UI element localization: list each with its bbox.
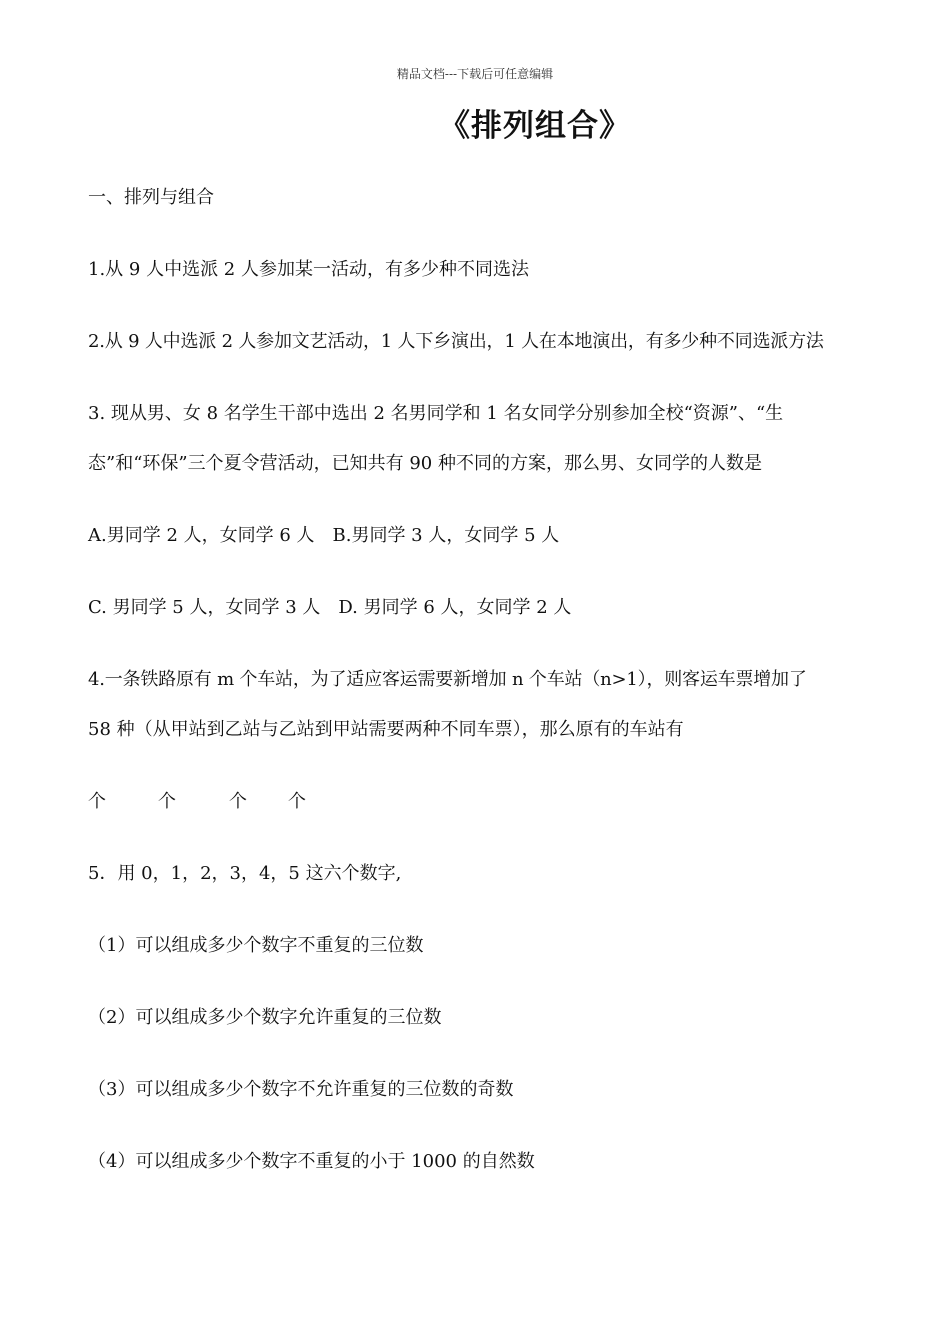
section-heading: 一、排列与组合 bbox=[88, 187, 214, 208]
question-5-part-1: （1）可以组成多少个数字不重复的三位数 bbox=[88, 935, 424, 956]
question-4-line-1: 4.一条铁路原有 m 个车站，为了适应客运需要新增加 n 个车站（n>1），则客运车票增加了 bbox=[88, 669, 807, 690]
question-3-options-ab: A.男同学 2 人，女同学 6 人 B.男同学 3 人，女同学 5 人 bbox=[88, 525, 560, 546]
q4-option-d: 个 bbox=[288, 791, 306, 812]
page-header: 精品文档---下载后可任意编辑 bbox=[396, 67, 554, 81]
question-1: 1.从 9 人中选派 2 人参加某一活动，有多少种不同选法 bbox=[88, 259, 529, 280]
question-2: 2.从 9 人中选派 2 人参加文艺活动，1 人下乡演出，1 人在本地演出，有多少种不同选派方法 bbox=[88, 331, 824, 352]
q4-option-b: 个 bbox=[158, 791, 176, 812]
question-5: 5．用 0，1，2，3，4，5 这六个数字, bbox=[88, 863, 402, 884]
question-5-part-2: （2）可以组成多少个数字允许重复的三位数 bbox=[88, 1007, 442, 1028]
question-5-part-3: （3）可以组成多少个数字不允许重复的三位数的奇数 bbox=[88, 1079, 514, 1100]
question-5-part-4: （4）可以组成多少个数字不重复的小于 1000 的自然数 bbox=[88, 1151, 535, 1172]
question-3-options-cd: C. 男同学 5 人，女同学 3 人 D. 男同学 6 人，女同学 2 人 bbox=[88, 597, 572, 618]
question-4-line-2: 58 种（从甲站到乙站与乙站到甲站需要两种不同车票），那么原有的车站有 bbox=[88, 719, 684, 740]
question-3-line-2: 态”和“环保”三个夏令营活动，已知共有 90 种不同的方案，那么男、女同学的人数是 bbox=[88, 453, 762, 474]
document-title: 《排列组合》 bbox=[439, 108, 631, 144]
q4-option-a: 个 bbox=[88, 791, 106, 812]
q4-option-c: 个 bbox=[229, 791, 247, 812]
question-3-line-1: 3. 现从男、女 8 名学生干部中选出 2 名男同学和 1 名女同学分别参加全校“资源”、“生 bbox=[88, 403, 784, 424]
